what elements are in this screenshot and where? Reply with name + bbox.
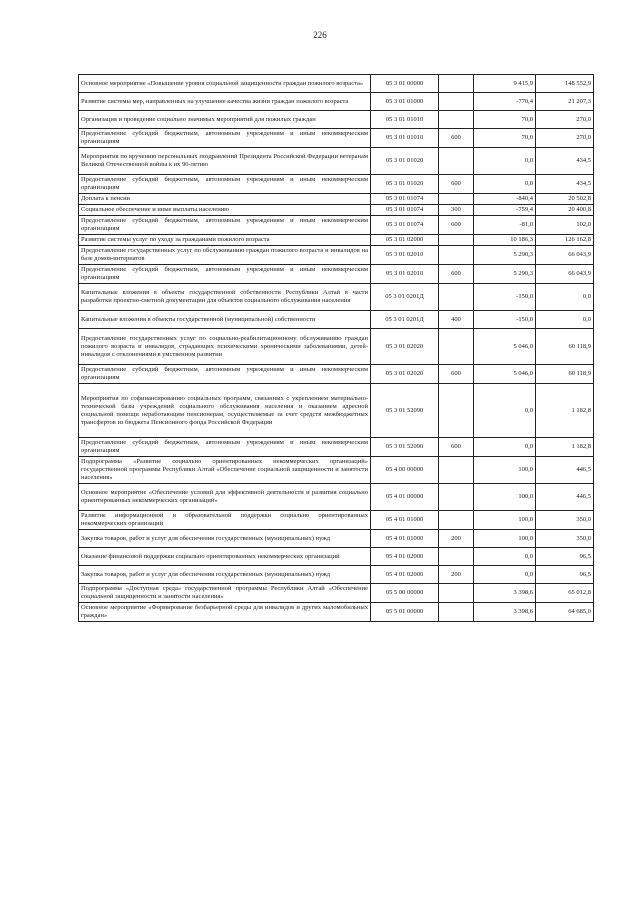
row-name-cell: Основное мероприятие «Обеспечение условий для эффективной деятельности и развития социально ориентированных некоммерческих организаций» (79, 484, 371, 511)
row-type-cell (439, 246, 474, 265)
row-code-cell: 05 4 00 00000 (371, 457, 439, 484)
row-type-cell (439, 484, 474, 511)
row-name-cell: Развитие системы мер, направленных на улучшение качества жизни граждан пожилого возраста (79, 93, 371, 111)
row-name-cell: Предоставление государственных услуг по обслуживанию граждан пожилого возраста и инвалидов на базе домов-интернатов (79, 246, 371, 265)
row-code-cell: 05 3 01 02010 (371, 246, 439, 265)
row-type-cell (439, 603, 474, 622)
row-amount1-cell: 5 290,3 (474, 265, 536, 284)
row-type-cell (439, 148, 474, 175)
row-type-cell (439, 75, 474, 93)
row-code-cell: 05 3 01 52090 (371, 384, 439, 438)
row-amount1-cell: 0,0 (474, 548, 536, 566)
row-amount1-cell: -81,0 (474, 216, 536, 235)
row-amount2-cell: 66 043,9 (536, 246, 594, 265)
row-amount2-cell: 21 207,3 (536, 93, 594, 111)
row-code-cell: 05 3 01 0201Д (371, 311, 439, 329)
row-name-cell: Развитие системы услуг по уходу за гражданами пожилого возраста (79, 235, 371, 246)
row-code-cell: 05 3 01 01020 (371, 148, 439, 175)
row-name-cell: Предоставление субсидий бюджетным, автономным учреждениям и иным некоммерческим организациям (79, 438, 371, 457)
row-name-cell: Подпрограмма «Развитие социально ориентированных некоммерческих организаций» государственной программы Республики Алтай «Обеспечение социальной защищенности и занятости населения» (79, 457, 371, 484)
row-amount2-cell: 66 043,9 (536, 265, 594, 284)
row-code-cell: 05 3 01 00000 (371, 75, 439, 93)
row-amount2-cell: 434,5 (536, 148, 594, 175)
row-amount1-cell: 0,0 (474, 175, 536, 194)
row-amount1-cell: -759,4 (474, 205, 536, 216)
row-amount1-cell: 0,0 (474, 384, 536, 438)
row-code-cell: 05 3 01 01074 (371, 194, 439, 205)
row-amount2-cell: 20 400,8 (536, 205, 594, 216)
row-type-cell: 600 (439, 438, 474, 457)
row-amount2-cell: 60 118,9 (536, 365, 594, 384)
row-type-cell: 600 (439, 129, 474, 148)
row-amount1-cell: 3 398,6 (474, 584, 536, 603)
row-type-cell (439, 194, 474, 205)
row-name-cell: Мероприятия по софинансированию социальных программ, связанных с укреплением материально-технической базы учреждений социального обслуживания населения и оказанием адресной социальной помощи неработающим пенсионерам, осуществляемые за счет средств межбюджетных трансфертов из бюджета Пенсионного фонда Российской Федерации (79, 384, 371, 438)
row-amount1-cell: 9 415,9 (474, 75, 536, 93)
row-type-cell (439, 548, 474, 566)
row-amount2-cell: 126 162,8 (536, 235, 594, 246)
row-code-cell: 05 5 00 00000 (371, 584, 439, 603)
row-amount1-cell: 0,0 (474, 438, 536, 457)
row-type-cell (439, 511, 474, 530)
row-type-cell (439, 284, 474, 311)
row-amount1-cell: 100,0 (474, 484, 536, 511)
row-amount2-cell: 350,0 (536, 530, 594, 548)
row-amount2-cell: 96,5 (536, 566, 594, 584)
table-row (79, 511, 594, 530)
row-code-cell: 05 5 01 00000 (371, 603, 439, 622)
table-row (79, 484, 594, 511)
row-name-cell: Мероприятия по вручению персональных поздравлений Президента Российской Федерации ветеранам Великой Отечественной войны к их 90-летию (79, 148, 371, 175)
row-type-cell (439, 584, 474, 603)
row-amount2-cell: 96,5 (536, 548, 594, 566)
table-row (79, 93, 594, 111)
table-row (79, 438, 594, 457)
row-name-cell: Подпрограмма «Доступная среда» государственной программы Республики Алтай «Обеспечение социальной защищенности и занятости населения» (79, 584, 371, 603)
row-amount1-cell: -150,0 (474, 311, 536, 329)
row-type-cell: 600 (439, 216, 474, 235)
row-amount1-cell: -150,0 (474, 284, 536, 311)
row-name-cell: Закупка товаров, работ и услуг для обеспечения государственных (муниципальных) нужд (79, 530, 371, 548)
row-code-cell: 05 4 01 01000 (371, 511, 439, 530)
table-row (79, 246, 594, 265)
row-name-cell: Оказание финансовой поддержки социально ориентированных некоммерческих организаций (79, 548, 371, 566)
row-amount2-cell: 20 502,8 (536, 194, 594, 205)
table-row (79, 457, 594, 484)
row-amount2-cell: 1 182,8 (536, 384, 594, 438)
row-code-cell: 05 3 01 01074 (371, 205, 439, 216)
table-row (79, 129, 594, 148)
row-name-cell: Основное мероприятие «Повышение уровня социальной защищенности граждан пожилого возраста» (79, 75, 371, 93)
table-row (79, 603, 594, 622)
row-code-cell: 05 3 01 02020 (371, 329, 439, 365)
row-name-cell: Капитальные вложения в объекты государственной (муниципальной) собственности (79, 311, 371, 329)
table-row (79, 365, 594, 384)
row-amount2-cell: 60 118,9 (536, 329, 594, 365)
row-amount2-cell: 102,0 (536, 216, 594, 235)
row-type-cell: 600 (439, 175, 474, 194)
row-amount2-cell: 0,0 (536, 284, 594, 311)
table-row (79, 205, 594, 216)
row-amount2-cell: 65 012,8 (536, 584, 594, 603)
row-name-cell: Основное мероприятие «Формирование безбарьерной среды для инвалидов и других маломобильных граждан» (79, 603, 371, 622)
row-code-cell: 05 3 01 01010 (371, 129, 439, 148)
table-row (79, 384, 594, 438)
row-name-cell: Предоставление субсидий бюджетным, автономным учреждениям и иным некоммерческим организациям (79, 175, 371, 194)
row-amount1-cell: 5 046,0 (474, 365, 536, 384)
row-name-cell: Предоставление субсидий бюджетным, автономным учреждениям и иным некоммерческим организациям (79, 216, 371, 235)
row-code-cell: 05 4 01 02000 (371, 566, 439, 584)
row-amount1-cell: 70,0 (474, 129, 536, 148)
row-type-cell (439, 235, 474, 246)
table-row (79, 566, 594, 584)
row-type-cell (439, 457, 474, 484)
row-name-cell: Капитальные вложения в объекты государственной собственности Республики Алтай в части разработки проектно-сметной документации для объектов социального обслуживания населения (79, 284, 371, 311)
row-code-cell: 05 4 01 00000 (371, 484, 439, 511)
row-name-cell: Предоставление субсидий бюджетным, автономным учреждениям и иным некоммерческим организациям (79, 129, 371, 148)
row-name-cell: Социальное обеспечение и иные выплаты населению (79, 205, 371, 216)
row-amount1-cell: -770,4 (474, 93, 536, 111)
row-type-cell: 600 (439, 265, 474, 284)
budget-table (78, 74, 594, 622)
row-amount2-cell: 446,5 (536, 484, 594, 511)
row-type-cell: 600 (439, 365, 474, 384)
row-type-cell: 200 (439, 530, 474, 548)
row-amount1-cell: 0,0 (474, 566, 536, 584)
table-row (79, 329, 594, 365)
table-row (79, 75, 594, 93)
row-amount2-cell: 350,0 (536, 511, 594, 530)
row-amount1-cell: 5 290,3 (474, 246, 536, 265)
row-name-cell: Предоставление субсидий бюджетным, автономным учреждениям и иным некоммерческим организациям (79, 365, 371, 384)
row-code-cell: 05 4 01 01000 (371, 530, 439, 548)
row-name-cell: Доплата к пенсии (79, 194, 371, 205)
row-name-cell: Развитие информационной и образовательной поддержки социально ориентированных некоммерческих организаций (79, 511, 371, 530)
row-amount2-cell: 64 685,0 (536, 603, 594, 622)
table-row (79, 265, 594, 284)
row-code-cell: 05 3 01 01074 (371, 216, 439, 235)
table-row (79, 216, 594, 235)
table-row (79, 111, 594, 129)
row-amount1-cell: 100,0 (474, 511, 536, 530)
row-amount1-cell: 5 046,0 (474, 329, 536, 365)
table-row (79, 148, 594, 175)
row-name-cell: Организация и проведение социально значимых мероприятий для пожилых граждан (79, 111, 371, 129)
table-row (79, 584, 594, 603)
table-row (79, 548, 594, 566)
row-name-cell: Предоставление субсидий бюджетным, автономным учреждениям и иным некоммерческим организациям (79, 265, 371, 284)
row-type-cell: 300 (439, 205, 474, 216)
table-row (79, 194, 594, 205)
row-amount1-cell: 100,0 (474, 530, 536, 548)
row-amount2-cell: 148 552,9 (536, 75, 594, 93)
row-type-cell (439, 329, 474, 365)
table-row (79, 311, 594, 329)
row-type-cell: 400 (439, 311, 474, 329)
row-amount1-cell: 10 186,3 (474, 235, 536, 246)
row-amount2-cell: 270,0 (536, 129, 594, 148)
row-code-cell: 05 3 01 02000 (371, 235, 439, 246)
page-number: 226 (313, 30, 327, 40)
row-type-cell: 200 (439, 566, 474, 584)
row-code-cell: 05 3 01 01000 (371, 93, 439, 111)
row-code-cell: 05 3 01 01020 (371, 175, 439, 194)
row-code-cell: 05 3 01 01010 (371, 111, 439, 129)
row-amount1-cell: 70,0 (474, 111, 536, 129)
row-name-cell: Предоставление государственных услуг по социально-реабилитационному обслуживанию граждан пожилого возраста и инвалидов, страдающих психическими хроническими заболеваниями, детей-инвалидов с отклонениями в умственном развитии (79, 329, 371, 365)
row-amount1-cell: 100,0 (474, 457, 536, 484)
row-amount1-cell: 3 398,6 (474, 603, 536, 622)
row-code-cell: 05 3 01 52090 (371, 438, 439, 457)
table-row (79, 175, 594, 194)
table-row (79, 235, 594, 246)
table-row (79, 284, 594, 311)
row-name-cell: Закупка товаров, работ и услуг для обеспечения государственных (муниципальных) нужд (79, 566, 371, 584)
row-code-cell: 05 3 01 0201Д (371, 284, 439, 311)
budget-table-body (79, 75, 594, 622)
row-type-cell (439, 93, 474, 111)
row-code-cell: 05 4 01 02000 (371, 548, 439, 566)
row-code-cell: 05 3 01 02020 (371, 365, 439, 384)
row-code-cell: 05 3 01 02010 (371, 265, 439, 284)
row-amount2-cell: 0,0 (536, 311, 594, 329)
row-type-cell (439, 111, 474, 129)
row-amount1-cell: -840,4 (474, 194, 536, 205)
row-type-cell (439, 384, 474, 438)
row-amount1-cell: 0,0 (474, 148, 536, 175)
row-amount2-cell: 270,0 (536, 111, 594, 129)
row-amount2-cell: 1 182,8 (536, 438, 594, 457)
row-amount2-cell: 446,5 (536, 457, 594, 484)
table-row (79, 530, 594, 548)
row-amount2-cell: 434,5 (536, 175, 594, 194)
